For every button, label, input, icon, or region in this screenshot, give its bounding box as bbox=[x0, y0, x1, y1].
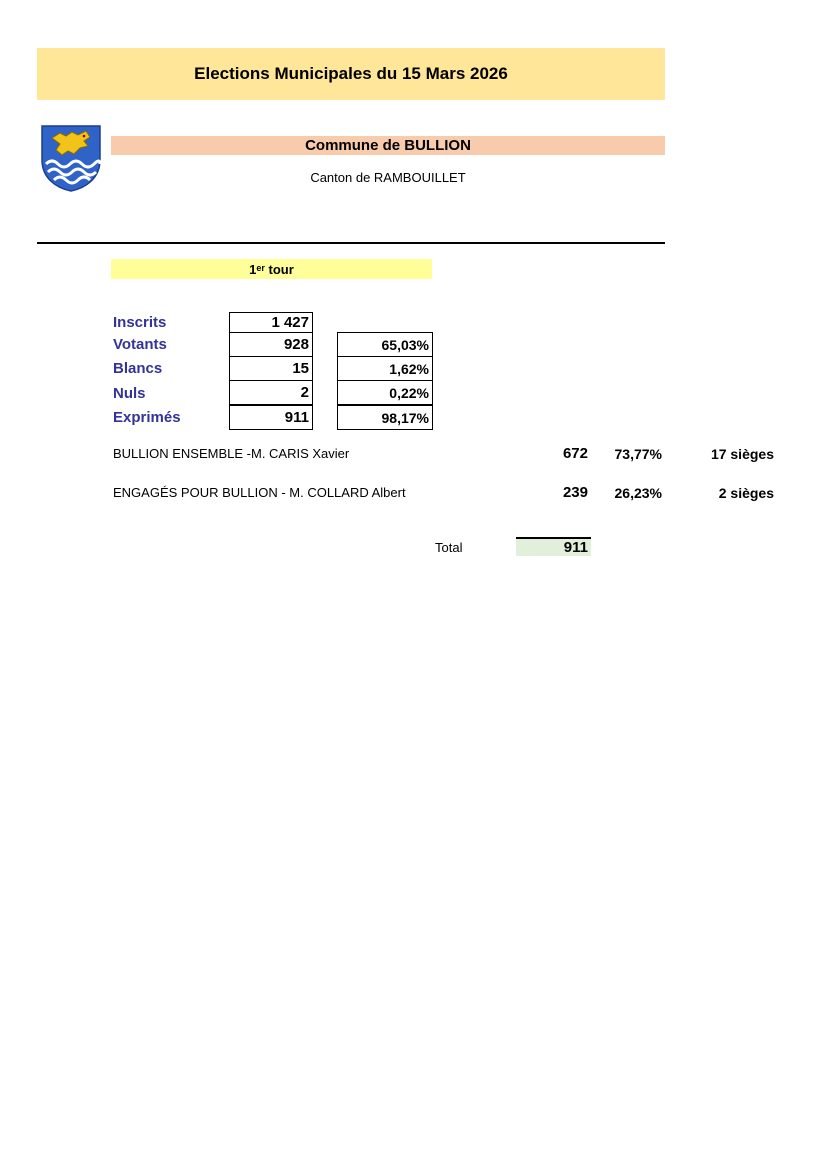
stat-percent-votants: 65,03% bbox=[337, 332, 433, 357]
stat-value-exprimes: 911 bbox=[229, 405, 313, 430]
round-banner: 1 $^{er}$ tour bbox=[111, 259, 432, 279]
canton-name: Canton de RAMBOUILLET bbox=[310, 170, 466, 185]
list-seats: 2 sièges bbox=[718, 485, 774, 501]
list-votes: 672 bbox=[562, 445, 588, 462]
stat-percent-exprimes: 98,17% bbox=[337, 405, 433, 430]
list-name: BULLION ENSEMBLE -M. CARIS Xavier bbox=[113, 446, 350, 461]
round-number: 1 bbox=[249, 261, 257, 277]
list-percent: 26,23% bbox=[614, 485, 662, 501]
stat-label-votants: Votants bbox=[113, 336, 167, 353]
list-percent: 73,77% bbox=[614, 446, 662, 462]
stat-value-votants: 928 bbox=[229, 332, 313, 357]
stat-percent-nuls: 0,22% bbox=[337, 380, 433, 405]
stat-value-inscrits: 1 427 bbox=[229, 312, 313, 333]
page-title: Elections Municipales du 15 Mars 2026 bbox=[194, 64, 508, 83]
stat-value-blancs: 15 bbox=[229, 356, 313, 381]
stat-percent-blancs: 1,62% bbox=[337, 356, 433, 381]
stat-label-nuls: Nuls bbox=[113, 385, 146, 402]
commune-name: Commune de BULLION bbox=[305, 137, 471, 154]
stat-label-inscrits: Inscrits bbox=[113, 314, 167, 331]
divider bbox=[37, 242, 665, 244]
list-name: ENGAGÉS POUR BULLION - M. COLLARD Albert bbox=[113, 485, 406, 500]
stat-label-blancs: Blancs bbox=[113, 360, 163, 377]
list-votes: 239 bbox=[562, 484, 588, 501]
list-seats: 17 sièges bbox=[710, 446, 774, 462]
total-label: Total bbox=[435, 540, 463, 555]
stat-value-nuls: 2 bbox=[229, 380, 313, 405]
total-value: 911 bbox=[516, 537, 591, 556]
commune-banner bbox=[111, 136, 665, 155]
title-banner bbox=[37, 48, 665, 100]
coat-of-arms-icon bbox=[40, 124, 102, 192]
stat-label-exprimes: Exprimés bbox=[113, 409, 181, 426]
round-label: tour bbox=[264, 261, 294, 277]
